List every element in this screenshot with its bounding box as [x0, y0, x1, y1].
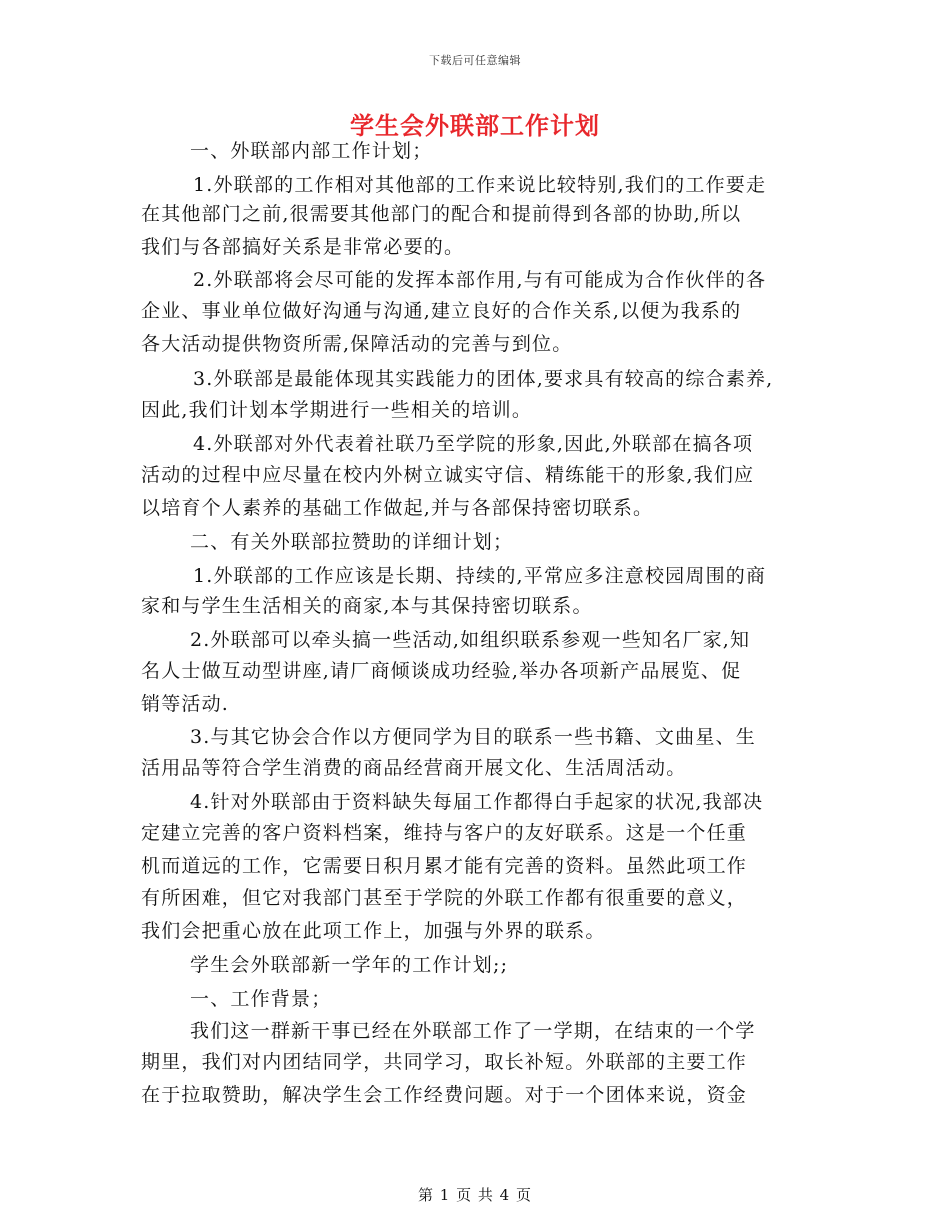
text-line: 活用品等符合学生消费的商品经营商开展文化、生活周活动。 — [141, 757, 687, 779]
text-line: 因此,我们计划本学期进行一些相关的培训。 — [141, 399, 533, 421]
text-line: 2.外联部将会尽可能的发挥本部作用,与有可能成为合作伙伴的各 — [193, 269, 767, 291]
page-footer: 第 1 页 共 4 页 — [418, 1186, 532, 1204]
text-line: 二、有关外联部拉赞助的详细计划； — [190, 531, 514, 553]
header-note: 下载后可任意编辑 — [429, 54, 521, 67]
text-line: 1.外联部的工作应该是长期、持续的,平常应多注意校园周围的商 — [193, 565, 767, 587]
text-line: 一、工作背景； — [190, 988, 332, 1010]
text-line: 4.针对外联部由于资料缺失每届工作都得白手起家的状况,我部决 — [190, 791, 764, 813]
text-line: 在其他部门之前,很需要其他部门的配合和提前得到各部的协助,所以 — [141, 203, 742, 225]
text-line: 定建立完善的客户资料档案，维持与客户的友好联系。这是一个任重 — [141, 822, 748, 844]
text-line: 1.外联部的工作相对其他部的工作来说比较特别,我们的工作要走 — [193, 174, 767, 196]
text-line: 有所困难，但它对我部门甚至于学院的外联工作都有很重要的意义， — [141, 887, 748, 909]
document-title: 学生会外联部工作计划 — [350, 111, 600, 140]
text-line: 我们会把重心放在此项工作上，加强与外界的联系。 — [141, 920, 606, 942]
text-line: 家和与学生生活相关的商家,本与其保持密切联系。 — [141, 595, 593, 617]
text-line: 活动的过程中应尽量在校内外树立诚实守信、精练能干的形象,我们应 — [141, 464, 755, 486]
text-line: 3.外联部是最能体现其实践能力的团体,要求具有较高的综合素养, — [193, 368, 774, 390]
text-line: 各大活动提供物资所需,保障活动的完善与到位。 — [141, 333, 573, 355]
text-line: 2.外联部可以牵头搞一些活动,如组织联系参观一些知名厂家,知 — [190, 629, 751, 651]
text-line: 名人士做互动型讲座,请厂商倾谈成功经验,举办各项新产品展览、促 — [141, 660, 742, 682]
text-line: 机而道远的工作，它需要日积月累才能有完善的资料。虽然此项工作 — [141, 855, 748, 877]
text-line: 在于拉取赞助，解决学生会工作经费问题。对于一个团体来说，资金 — [141, 1084, 748, 1106]
text-line: 4.外联部对外代表着社联乃至学院的形象,因此,外联部在搞各项 — [193, 433, 754, 455]
text-line: 一、外联部内部工作计划； — [190, 140, 433, 162]
text-line: 以培育个人素养的基础工作做起,并与各部保持密切联系。 — [141, 497, 654, 519]
text-line: 销等活动. — [141, 693, 230, 715]
text-line: 学生会外联部新一学年的工作计划;; — [190, 954, 509, 976]
text-line: 我们与各部搞好关系是非常必要的。 — [141, 236, 465, 258]
text-line: 企业、事业单位做好沟通与沟通,建立良好的合作关系,以便为我系的 — [141, 300, 742, 322]
text-line: 3.与其它协会合作以方便同学为目的联系一些书籍、文曲星、生 — [190, 726, 756, 748]
text-line: 期里，我们对内团结同学，共同学习，取长补短。外联部的主要工作 — [141, 1051, 748, 1073]
text-line: 我们这一群新干事已经在外联部工作了一学期，在结束的一个学 — [190, 1020, 756, 1042]
